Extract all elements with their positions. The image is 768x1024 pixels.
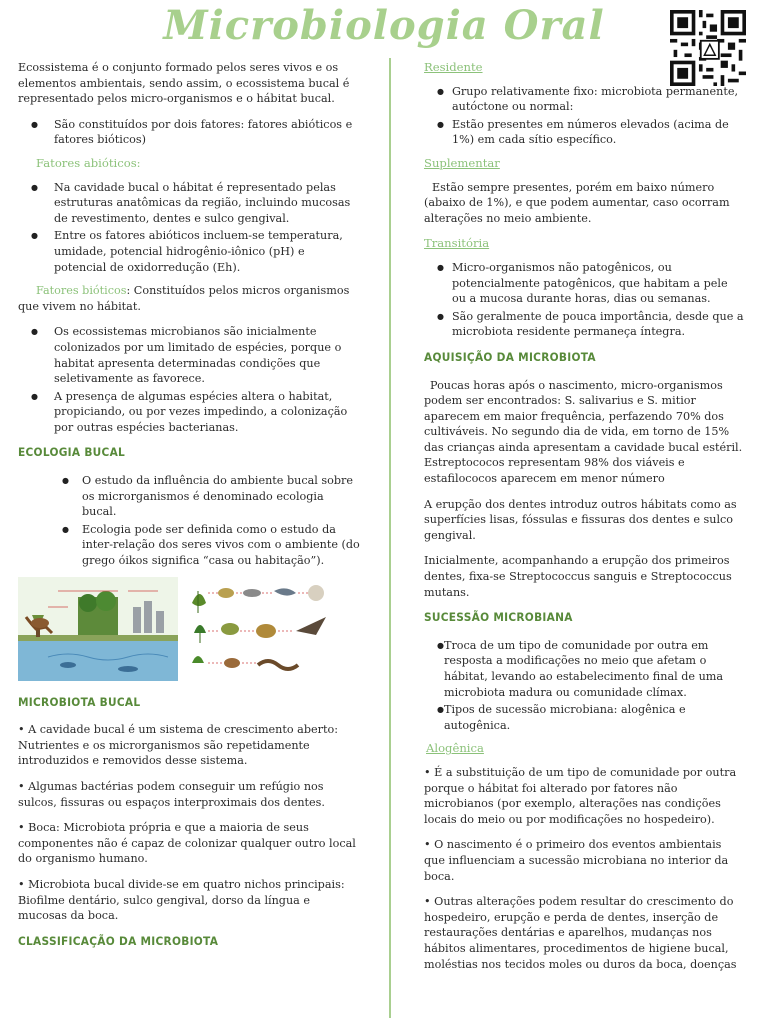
aquisicao-paragraph: Poucas horas após o nascimento, micro-organismos podem ser encontrados: S. salivarius e S. mitior aparecem em maior frequência, perfazendo 70% dos cultiváveis. No segundo dia de vida, em torno de 15% das crianças ainda apresentam a cavidade bucal estéril. Estreptococos representam 98% dos viáveis e estafilococos aparecem em menor número — [424, 378, 743, 486]
microbiota-paragraph: • Microbiota bucal divide-se em quatro nichos principais: Biofilme dentário, sulco gengival, dorso da língua e mucosas da boca. — [18, 877, 345, 923]
alogenica-subheading: Alogênica — [426, 741, 484, 756]
list-item: ● São constituídos por dois fatores: fatores abióticos e fatores bióticos) — [18, 117, 360, 148]
section-heading-classificacao: CLASSIFICAÇÃO DA MICROBIOTA — [18, 933, 219, 948]
transitoria-subheading: Transitória — [424, 236, 490, 251]
food-web-illustration — [186, 581, 336, 677]
bioticos-label: Fatores bióticos — [36, 284, 127, 298]
list-item: ● Tipos de sucessão microbiana: alogênica e autogênica. — [424, 702, 744, 733]
list-item: ● O estudo da influência do ambiente bucal sobre os microrganismos é denominado ecologia bucal. — [18, 473, 360, 520]
abioticos-subheading: Fatores abióticos: — [36, 155, 141, 170]
alogenica-paragraph: • O nascimento é o primeiro dos eventos ambientais que influenciam a sucessão microbiana no interior da boca. — [424, 838, 729, 883]
aquisicao-paragraph: Inicialmente, acompanhando a erupção dos primeiros dentes, fixa-se Streptococcus sanguis e Streptococcus mutans. — [424, 554, 732, 599]
alogenica-paragraph: • É a substituição de um tipo de comunidade por outra porque o hábitat foi alterado por fatores não microbianos (por exemplo, alterações nas condições locais do meio ou por modificações no hospedeiro). — [424, 765, 737, 826]
list-item: ● Na cavidade bucal o hábitat é representado pelas estruturas anatômicas da região, incluindo mucosas de revestimento, dentes e sulco gengival. — [18, 180, 360, 227]
list-item: ● Troca de um tipo de comunidade por outra em resposta a modificações no meio que afetam o hábitat, levando ao estabelecimento final de uma microbiota madura ou comunidade clímax. — [424, 638, 744, 700]
bioticos-list — [18, 324, 360, 435]
suplementar-paragraph: Estão sempre presentes, porém em baixo número (abaixo de 1%), e que podem aumentar, caso ocorram alterações no meio ambiente. — [424, 180, 730, 225]
microbiota-paragraph: • Boca: Microbiota própria e que a maioria de seus componentes não é capaz de colonizar qualquer outro local do organismo humano. — [18, 821, 356, 866]
intro-list — [18, 117, 360, 148]
list-item: ● Os ecossistemas microbianos são inicialmente colonizados por um limitado de espécies, porque o habitat apresenta determinadas condições que seletivamente as favorece. — [18, 324, 360, 386]
bioticos-text: : Constituídos pelos micros organismos que vivem no hábitat. — [18, 284, 350, 313]
section-heading-microbiota: MICROBIOTA BUCAL — [18, 694, 141, 709]
ecosystem-illustration — [18, 577, 178, 681]
list-item: ● Entre os fatores abióticos incluem-se temperatura, umidade, potencial hidrogênio-iônico (pH) e potencial de oxidorredução (Eh). — [18, 228, 360, 275]
section-heading-ecologia: ECOLOGIA BUCAL — [18, 445, 126, 460]
list-item: ● Micro-organismos não patogênicos, ou potencialmente patogênicos, que habitam a pele ou a mucosa durante horas, dias ou semanas. — [424, 260, 744, 307]
sucessao-list — [424, 638, 744, 734]
abioticos-list — [18, 180, 360, 276]
column-divider — [389, 58, 391, 1018]
bioticos-paragraph — [18, 283, 360, 314]
list-item: ● A presença de algumas espécies altera o habitat, propiciando, ou por vezes impedindo, a colonização por outras espécies bacterianas. — [18, 389, 360, 436]
residente-subheading: Residente — [424, 60, 483, 74]
ecologia-list — [18, 473, 360, 569]
list-item: ● São geralmente de pouca importância, desde que a microbiota residente permaneça íntegra. — [424, 309, 744, 340]
left-column — [18, 60, 360, 961]
section-heading-sucessao: SUCESSÃO MICROBIANA — [424, 610, 573, 625]
page-title: Microbiologia Oral — [163, 2, 605, 49]
intro-paragraph: Ecossistema é o conjunto formado pelos seres vivos e os elementos ambientais, sendo assim, o ecossistema bucal é representado pelos micro-organismos e o hábitat bucal. — [18, 61, 350, 106]
list-item: ● Grupo relativamente fixo: microbiota permanente, autóctone ou normal: — [424, 84, 744, 115]
alogenica-paragraph: • Outras alterações podem resultar do crescimento do hospedeiro, erupção e perda de dentes, inserção de restaurações dentárias e aparelhos, mudanças nos hábitos alimentares, procedimentos de higiene bucal, moléstias nos tecidos moles ou duros da boca, doenças — [424, 895, 737, 971]
right-column — [424, 60, 744, 982]
residente-list — [424, 84, 744, 148]
list-item: ● Estão presentes em números elevados (acima de 1%) em cada sítio específico. — [424, 117, 744, 148]
section-heading-aquisicao: AQUISIÇÃO DA MICROBIOTA — [424, 349, 596, 364]
ecology-figures — [18, 577, 360, 685]
aquisicao-paragraph: A erupção dos dentes introduz outros hábitats como as superfícies lisas, fóssulas e fissuras dos dentes e sulco gengival. — [424, 497, 737, 542]
transitoria-list — [424, 260, 744, 340]
suplementar-subheading: Suplementar — [424, 155, 500, 170]
list-item: ● Ecologia pode ser definida como o estudo da inter-relação dos seres vivos com o ambiente (do grego óikos significa “casa ou habitação”). — [18, 522, 360, 569]
microbiota-paragraph: • Algumas bactérias podem conseguir um refúgio nos sulcos, fissuras ou espaços interproximais dos dentes. — [18, 780, 325, 809]
microbiota-paragraph: • A cavidade bucal é um sistema de crescimento aberto: Nutrientes e os microrganismos são repetidamente introduzidos e removidos desse sistema. — [18, 723, 338, 768]
